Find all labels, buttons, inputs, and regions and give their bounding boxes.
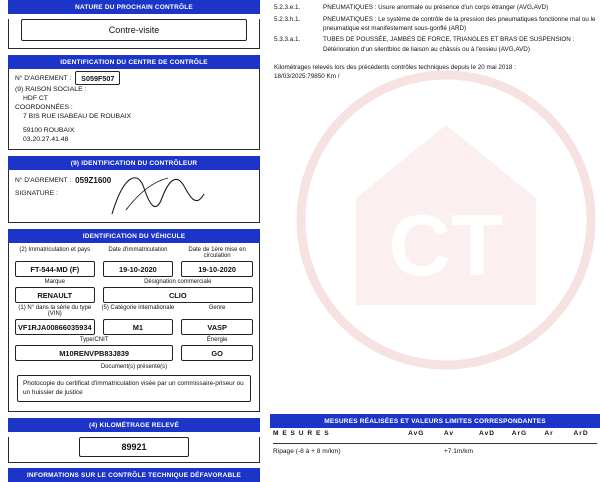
prochain-controle-header: NATURE DU PROCHAIN CONTRÔLE [8,0,260,14]
section-kilometrage [8,418,260,463]
controleur-signature-label: SIGNATURE : [15,190,58,197]
vehicule-v-date-immat: 19-10-2020 [103,261,174,277]
vehicule-v-genre: VASP [181,319,253,335]
defaut-code: 5.2.3.h.1. [274,15,301,23]
section-vehicule [8,229,260,412]
centre-controle-body [8,69,260,150]
vehicule-h-date-immat: Date d'immatriculation [108,247,168,253]
kilometrages-precedents [274,63,596,82]
vehicule-h-immat: (2) Immatriculation et pays [19,247,91,253]
defauts-list [270,0,600,82]
defaut-item [274,35,596,53]
defaut-item [274,3,596,12]
mesures-row-arg [509,446,542,457]
vehicule-v-date-1mec: 19-10-2020 [181,261,253,277]
mesures-row-label: Ripage (-8 à + 8 m/km) [273,448,341,455]
vehicule-h-designation: Désignation commerciale [144,279,212,285]
vehicule-v-marque: RENAULT [15,287,95,303]
centre-agrement-row [9,69,259,85]
defaut-text: TUBES DE POUSSÉE, JAMBES DE FORCE, TRIANGLES ET BRAS DE SUSPENSION : Détérioration d'un silentbloc de liaison au châssis ou à l'essieu (AVG,AVD) [323,36,575,53]
centre-agrement-value: S059F507 [75,71,120,85]
mesures-table [270,428,600,457]
mesures-row-ar [541,446,570,457]
vehicule-h-date-1mec: Date de 1ère mise en circulation [188,247,246,259]
mesures-row-ard [571,446,600,457]
mesures-row [270,446,600,457]
mesures-row-avg [405,446,441,457]
centre-adresse-line2: 59100 ROUBAIX [23,127,75,134]
vehicule-header: IDENTIFICATION DU VÉHICULE [8,229,260,243]
vehicule-v-type: M10RENVPB83J839 [15,345,173,361]
mesures-header: MESURES RÉALISÉES ET VALEURS LIMITES CORRESPONDANTES [270,414,600,428]
mesures-col-avd: AvD [479,430,495,437]
vehicule-h-type: Type/CNIT [79,337,109,343]
vehicule-h-energie: Énergie [206,337,228,343]
centre-raison-value: HDF CT [23,95,48,102]
controleur-agrement-value: 059Z1600 [75,176,112,185]
vehicule-v-vin: VF1RJA00866035934 [15,319,95,335]
kilometrage-header: (4) KILOMÉTRAGE RELEVÉ [8,418,260,432]
vehicule-h-marque: Marque [44,279,65,285]
mesures-col-mesures: M E S U R E S [273,430,330,437]
vehicule-table [11,246,257,371]
kilometrages-precedents-line1: Kilométrages relevés lors des précédents contrôles techniques depuis le 20 mai 2018 : [274,63,516,71]
vehicule-h-categorie: (5) Catégorie internationale [101,305,175,311]
section-defavorable [8,468,260,482]
mesures-col-ar: Ar [544,430,554,437]
vehicule-h-vin: (1) N° dans la série du type (VIN) [18,305,92,317]
defaut-code: 5.2.3.e.1. [274,4,301,11]
kilometrages-precedents-line2: 18/03/2025:79850 Km / [274,73,340,81]
mesures-row-avd [476,446,509,457]
vehicule-v-immat: FT-544-MD (F) [15,261,95,277]
vehicule-v-document: Photocopie du certificat d'immatriculation visée par un commissaire-priseur ou un huissier de justice [17,375,251,402]
centre-coord-label: COORDONNÉES : [15,104,73,111]
right-column [270,0,600,470]
mesures-row-av: +7.1m/km [443,448,474,455]
prochain-controle-value: Contre-visite [21,19,247,41]
vehicule-v-designation: CLIO [103,287,253,303]
section-controleur [8,156,260,223]
centre-raison-label: (9) RAISON SOCIALE : [15,86,87,93]
controleur-signature-area [9,170,259,222]
centre-agrement-label: N° D'AGREMENT : [15,74,72,82]
mesures-col-ard: ArD [573,430,589,437]
kilometrage-body [8,437,260,463]
mesures-col-av: Av [443,430,455,437]
mesures-divider [273,443,597,444]
left-column [0,0,268,479]
centre-controle-header: IDENTIFICATION DU CENTRE DE CONTRÔLE [8,55,260,69]
mesures-header-row [270,428,600,439]
section-prochain-controle [8,0,260,49]
vehicule-body [8,243,260,412]
defaut-code: 5.3.3.a.1. [274,36,301,44]
defavorable-header: INFORMATIONS SUR LE CONTRÔLE TECHNIQUE DÉFAVORABLE [8,468,260,482]
defaut-item [274,15,596,33]
vehicule-h-document: Document(s) présenté(s) [100,364,168,370]
controleur-header: (9) IDENTIFICATION DU CONTRÔLEUR [8,156,260,170]
svg-text:CT: CT [388,198,504,294]
kilometrage-value: 89921 [79,437,189,457]
centre-adresse-line1: 7 BIS RUE ISABEAU DE ROUBAIX [23,113,132,120]
section-mesures [270,414,600,457]
mesures-col-arg: ArG [511,430,528,437]
section-centre-controle [8,55,260,150]
vehicule-v-categorie: M1 [103,319,174,335]
defaut-text: PNEUMATIQUES : Usure anormale ou présence d'un corps étranger (AVG,AVD) [323,4,549,11]
centre-telephone: 03.20.27.41.48 [23,136,69,143]
prochain-controle-body [8,19,260,49]
controleur-agrement-label: N° D'AGREMENT : [15,177,72,184]
mesures-col-avg: AvG [408,430,425,437]
signature-icon [104,164,224,222]
vehicule-h-genre: Genre [208,305,226,311]
defaut-text: PNEUMATIQUES : Le système de contrôle de la pression des pneumatiques fonctionne mal ou le pneumatique est manifestement sous-gonflé (ARD) [323,15,596,32]
vehicule-v-energie: GO [181,345,253,361]
controleur-body [8,170,260,223]
